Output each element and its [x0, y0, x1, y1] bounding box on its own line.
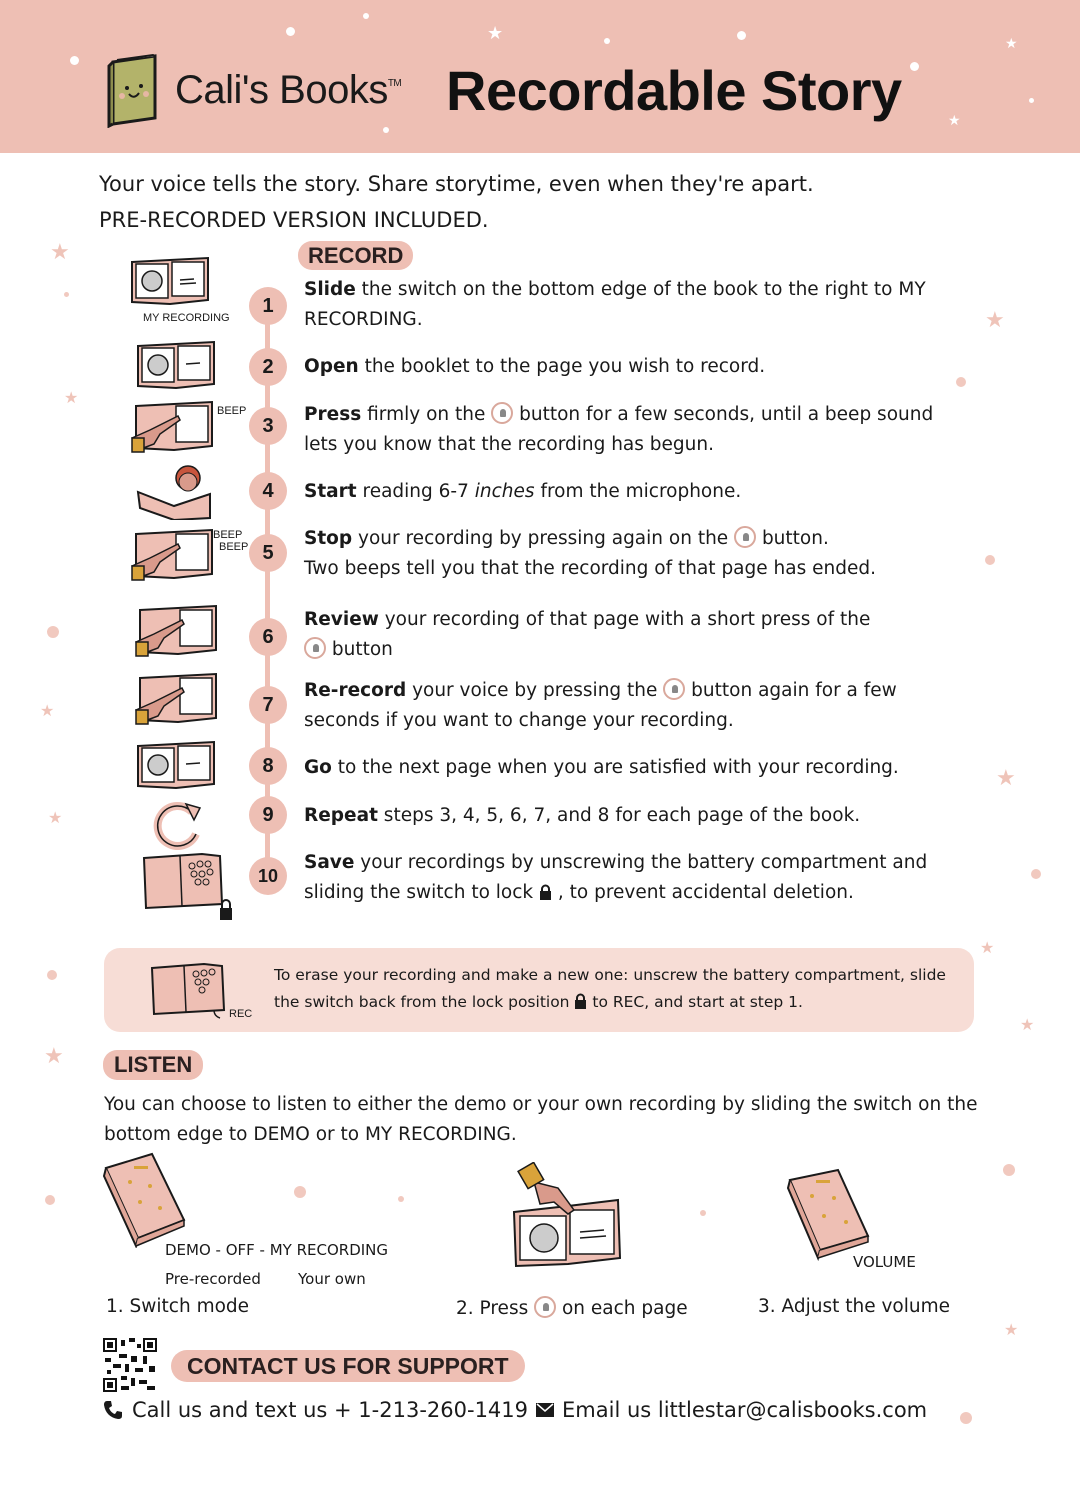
- decor-star: ★: [40, 701, 55, 720]
- decor-dot: [398, 1196, 404, 1202]
- record-button-icon: [304, 637, 326, 659]
- decor-star: ★: [1005, 36, 1018, 52]
- battery-compartment-lock-icon: [142, 852, 238, 924]
- decor-star: ★: [948, 113, 961, 129]
- decor-dot: [604, 38, 610, 44]
- play-button-icon: [534, 1296, 556, 1318]
- hand-pressing-page-icon: [510, 1162, 622, 1274]
- listen-step-3-caption: 3. Adjust the volume: [758, 1296, 951, 1317]
- lock-icon: [574, 993, 587, 1009]
- closed-book-switch-icon: [100, 1152, 190, 1248]
- book-mascot-icon: [105, 52, 163, 128]
- my-recording-label: MY RECORDING: [143, 312, 230, 324]
- decor-dot: [910, 62, 919, 71]
- qr-code[interactable]: [103, 1338, 157, 1392]
- decor-dot: [64, 292, 69, 297]
- beep-label: BEEP: [219, 541, 249, 553]
- erase-instructions-text: To erase your recording and make a new one: unscrew the battery compartment, slide the switch back from the lock position to REC, and start at step 1.: [274, 966, 946, 1011]
- closed-book-volume-icon: [784, 1166, 872, 1262]
- decor-star: ★: [64, 388, 79, 407]
- volume-label: VOLUME: [853, 1253, 916, 1271]
- open-book-icon: [130, 256, 210, 308]
- rec-label: REC: [229, 1008, 253, 1020]
- decor-star: ★: [996, 766, 1016, 791]
- hand-pressing-book-icon: [134, 604, 218, 660]
- decor-star: ★: [1020, 1015, 1035, 1034]
- decor-dot: [1003, 1164, 1015, 1176]
- header-banner: [0, 0, 1080, 153]
- decor-dot: [47, 970, 57, 980]
- phone-icon: [102, 1399, 124, 1421]
- step-number-2: 2: [249, 348, 287, 386]
- decor-dot: [956, 377, 966, 387]
- decor-star: ★: [980, 938, 995, 957]
- step-7-text: Re-record your voice by pressing the button again for a few seconds if you want to change your recording.: [304, 680, 897, 731]
- decor-dot: [47, 626, 59, 638]
- hand-pressing-book-icon: [130, 528, 214, 584]
- intro: [99, 166, 814, 238]
- listen-step-2-caption: 2. Press on each page: [456, 1298, 688, 1319]
- decor-dot: [286, 27, 295, 36]
- intro-tagline: Your voice tells the story. Share storytime, even when they're apart.: [99, 172, 814, 196]
- contact-section-heading: CONTACT US FOR SUPPORT: [171, 1350, 525, 1382]
- decor-star: ★: [50, 240, 70, 265]
- step-number-1: 1: [249, 287, 287, 325]
- decor-star: ★: [487, 23, 504, 44]
- decor-dot: [1031, 869, 1041, 879]
- listen-step-1-caption: 1. Switch mode: [106, 1296, 250, 1317]
- step-number-4: 4: [249, 472, 287, 510]
- brand-logo[interactable]: [105, 52, 401, 128]
- decor-dot: [294, 1186, 306, 1198]
- decor-dot: [985, 555, 995, 565]
- decor-dot: [70, 56, 79, 65]
- contact-details: [102, 1398, 927, 1422]
- decor-dot: [1029, 98, 1034, 103]
- step-1-text: Slide the switch on the bottom edge of the book to the right to MY RECORDING.: [304, 279, 926, 330]
- listen-section-heading: LISTEN: [103, 1050, 203, 1080]
- step-number-7: 7: [249, 686, 287, 724]
- step-6-text: Review your recording of that page with a short press of the button: [304, 609, 871, 660]
- your-own-label: Your own: [298, 1270, 366, 1288]
- record-section-heading: RECORD: [298, 241, 413, 270]
- listen-description: You can choose to listen to either the demo or your own recording by sliding the switch on the bottom edge to DEMO or to MY RECORDING.: [104, 1094, 978, 1145]
- step-number-6: 6: [249, 618, 287, 656]
- step-8-text: Go to the next page when you are satisfied with your recording.: [304, 757, 899, 778]
- step-number-8: 8: [249, 747, 287, 785]
- pre-recorded-label: Pre-recorded: [165, 1270, 261, 1288]
- step-number-10: 10: [249, 857, 287, 895]
- email-link[interactable]: Email us littlestar@calisbooks.com: [562, 1398, 928, 1422]
- step-5-text: Stop your recording by pressing again on the button. Two beeps tell you that the recording of that page has ended.: [304, 528, 876, 579]
- decor-star: ★: [1004, 1320, 1019, 1339]
- envelope-icon: [536, 1403, 554, 1417]
- repeat-arrow-icon: [152, 800, 206, 850]
- phone-link[interactable]: Call us and text us + 1-213-260-1419: [132, 1398, 529, 1422]
- hand-pressing-book-icon: [130, 400, 214, 456]
- intro-prerecorded-note: PRE-RECORDED VERSION INCLUDED.: [99, 208, 489, 232]
- step-number-9: 9: [249, 796, 287, 834]
- decor-dot: [45, 1195, 55, 1205]
- steps-timeline: [265, 300, 270, 880]
- open-book-icon: [136, 340, 216, 392]
- decor-dot: [700, 1210, 706, 1216]
- beep-label: BEEP: [217, 405, 247, 417]
- child-reading-icon: [136, 462, 216, 520]
- hand-pressing-book-icon: [134, 672, 218, 728]
- open-book-icon: [136, 740, 216, 794]
- record-button-icon: [663, 678, 685, 700]
- step-number-3: 3: [249, 407, 287, 445]
- decor-dot: [737, 31, 746, 40]
- record-button-icon: [734, 526, 756, 548]
- record-button-icon: [491, 402, 513, 424]
- step-4-text: Start reading 6-7 inches from the microphone.: [304, 481, 742, 502]
- step-2-text: Open the booklet to the page you wish to record.: [304, 356, 766, 377]
- step-3-text: Press firmly on the button for a few seconds, until a beep sound lets you know that the recording has begun.: [304, 404, 934, 455]
- step-10-text: Save your recordings by unscrewing the battery compartment and sliding the switch to lock , to prevent accidental deletion.: [304, 852, 928, 903]
- decor-star: ★: [48, 808, 63, 827]
- decor-star: ★: [44, 1044, 64, 1069]
- decor-star: ★: [985, 308, 1005, 333]
- step-number-5: 5: [249, 534, 287, 572]
- lock-icon: [539, 884, 552, 900]
- decor-dot: [363, 13, 369, 19]
- switch-positions-label: DEMO - OFF - MY RECORDING: [165, 1241, 389, 1259]
- step-9-text: Repeat steps 3, 4, 5, 6, 7, and 8 for each page of the book.: [304, 805, 861, 826]
- page-title: Recordable Story: [446, 59, 902, 122]
- decor-dot: [960, 1412, 972, 1424]
- beep-label: BEEP: [213, 529, 243, 541]
- brand-name: Cali's Books™: [175, 67, 402, 112]
